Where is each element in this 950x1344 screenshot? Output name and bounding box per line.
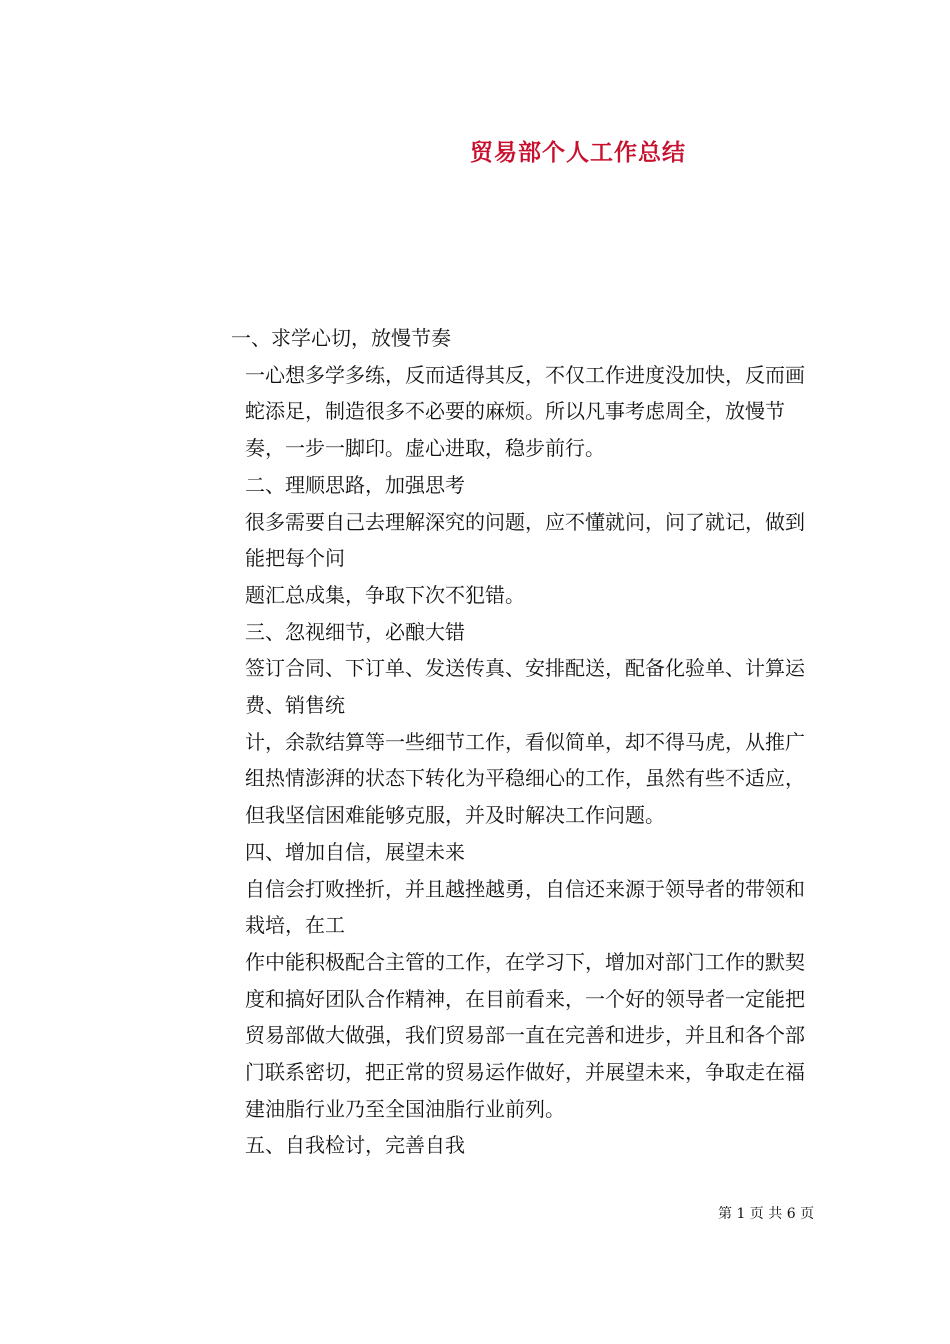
- section-heading-5: 五、自我检讨，完善自我: [245, 1133, 465, 1158]
- paragraph-4b: 作中能积极配合主管的工作，在学习下，增加对部门工作的默契度和搞好团队合作精神，在目前看来，一个好的领导者一定能把贸易部做大做强，我们贸易部一直在完善和进步，并且和各个部门联系密切，把正常的贸易运作做好，并展望未来，争取走在福建油脂行业乃至全国油脂行业前列。: [245, 949, 805, 1121]
- section-heading-4: 四、增加自信，展望未来: [245, 839, 465, 864]
- document-body: [145, 320, 815, 1164]
- section-heading-3: 三、忽视细节，必酿大错: [245, 619, 465, 644]
- document-title: 贸易部个人工作总结: [470, 139, 686, 166]
- paragraph-3a: 签订合同、下订单、发送传真、安排配送，配备化验单、计算运费、销售统: [245, 656, 805, 718]
- page-number: 第 1 页 共 6 页: [718, 1206, 815, 1222]
- section-heading-1: 一、求学心切，放慢节奏: [231, 326, 451, 350]
- paragraph-2a: 很多需要自己去理解深究的问题，应不懂就问，问了就记，做到能把每个问: [245, 509, 805, 571]
- paragraph-4a: 自信会打败挫折，并且越挫越勇，自信还来源于领导者的带领和栽培，在工: [245, 876, 805, 938]
- paragraph-3b: 计，余款结算等一些细节工作，看似简单，却不得马虎，从推广组热情澎湃的状态下转化为平稳细心的工作，虽然有些不适应，但我坚信困难能够克服，并及时解决工作问题。: [245, 729, 805, 828]
- paragraph-2b: 题汇总成集，争取下次不犯错。: [245, 582, 525, 607]
- paragraph-1: 一心想多学多练，反而适得其反，不仅工作进度没加快，反而画蛇添足，制造很多不必要的麻烦。所以凡事考虑周全，放慢节奏，一步一脚印。虚心进取，稳步前行。: [245, 362, 805, 461]
- section-heading-2: 二、理顺思路，加强思考: [245, 472, 465, 497]
